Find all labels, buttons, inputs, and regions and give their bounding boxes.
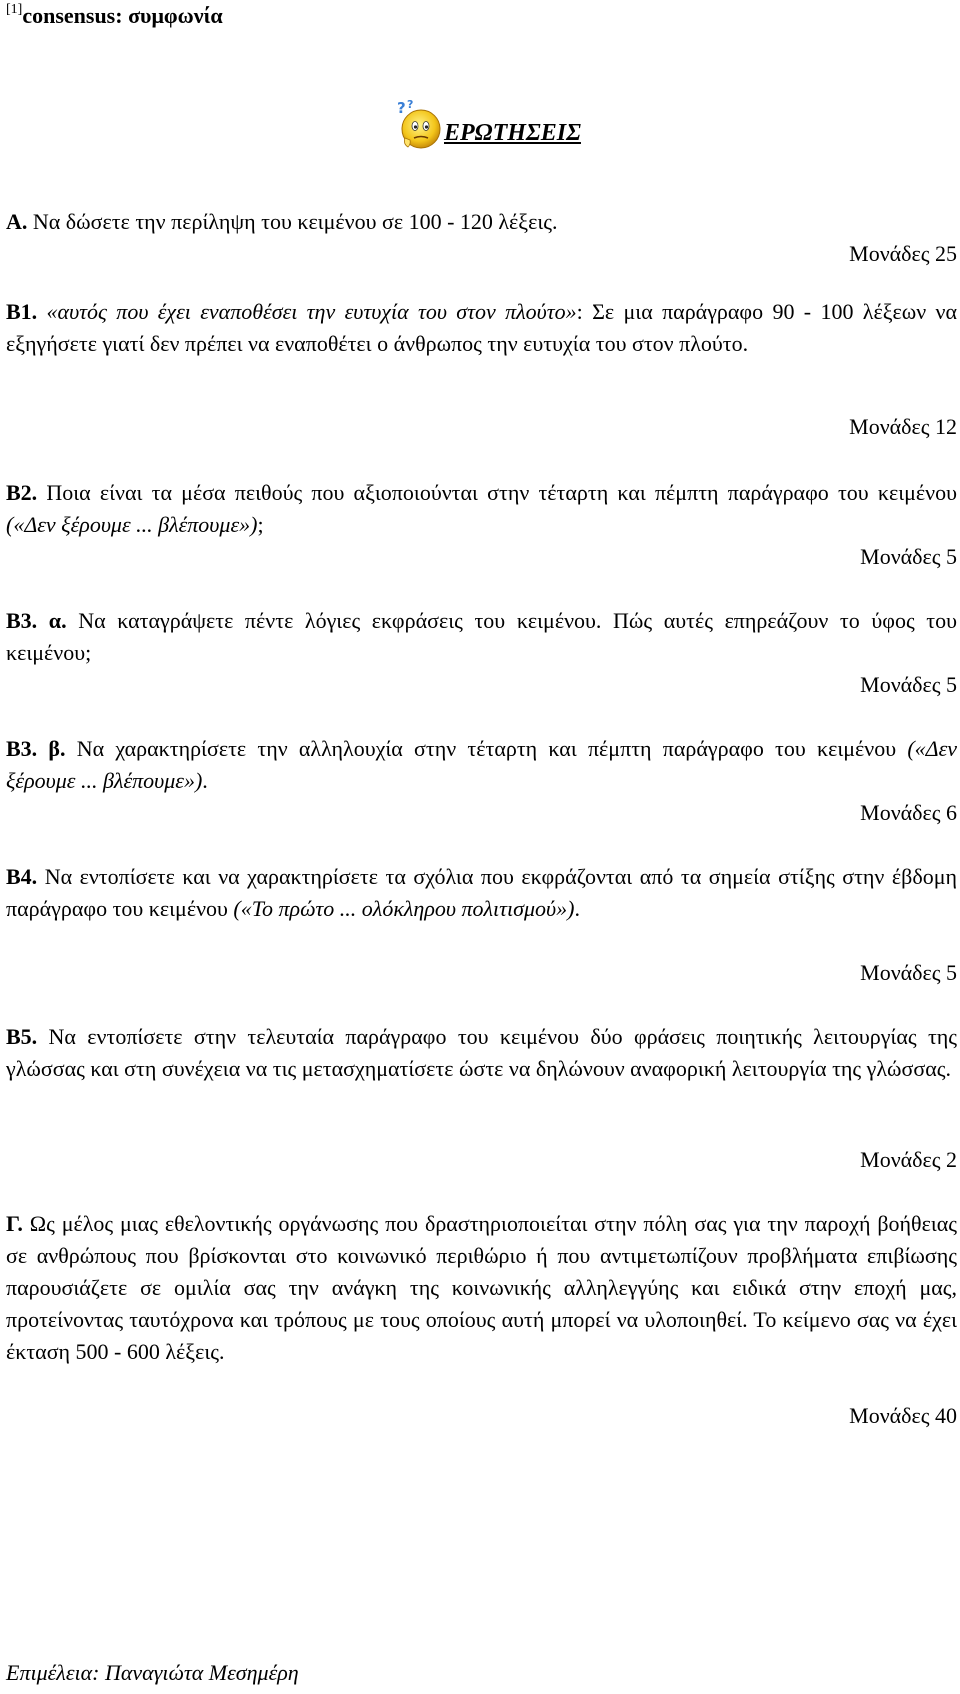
marks-b1: Μονάδες 12 (849, 414, 957, 439)
question-b5 (6, 1021, 957, 1085)
footnote-text: consensus: συμφωνία (22, 3, 223, 28)
question-label: Β4. (6, 864, 38, 889)
svg-text:?: ? (407, 98, 414, 111)
question-label: Β3. β. (6, 736, 66, 761)
marks-c: Μονάδες 40 (849, 1403, 957, 1428)
question-tail: . (574, 896, 580, 921)
question-emoji-icon (394, 98, 446, 156)
question-label: Β5. (6, 1024, 38, 1049)
question-b4 (6, 861, 957, 925)
question-c (6, 1208, 957, 1368)
document-page (6, 0, 957, 1694)
marks-b5: Μονάδες 2 (860, 1147, 957, 1172)
question-text: Να καταγράψετε πέντε λόγιες εκφράσεις του κειμένου. Πώς αυτές επηρεάζουν το ύφος του κειμένου; (6, 608, 958, 665)
marks-a: Μονάδες 25 (849, 241, 957, 266)
question-quote: («Δεν ξέρουμε ... βλέπουμε») (6, 736, 958, 793)
question-quote: «αυτός που έχει εναποθέσει την ευτυχία του στον πλούτο» (37, 299, 577, 324)
question-b3a (6, 605, 957, 669)
question-text: Ποια είναι τα μέσα πειθούς που αξιοποιούνται στην τέταρτη και πέμπτη παράγραφο του κειμένου (37, 480, 957, 505)
marks-b3b: Μονάδες 6 (860, 800, 957, 825)
question-quote: («Δεν ξέρουμε ... βλέπουμε») (6, 512, 258, 537)
question-a (6, 206, 957, 238)
question-b3b (6, 733, 957, 797)
heading-title: ΕΡΩΤΗΣΕΙΣ (444, 120, 581, 146)
question-label: Β2. (6, 480, 38, 505)
footnote-number: [1] (6, 2, 23, 17)
question-text: Να χαρακτηρίσετε την αλληλουχία στην τέταρτη και πέμπτη παράγραφο του κειμένου (65, 736, 908, 761)
question-text: Να δώσετε την περίληψη του κειμένου σε 100 - 120 λέξεις. (27, 209, 558, 234)
question-quote: («Το πρώτο ... ολόκληρου πολιτισμού») (233, 896, 575, 921)
question-b1 (6, 296, 957, 360)
svg-text:?: ? (397, 99, 406, 117)
question-label: Γ. (6, 1211, 23, 1236)
question-label: Α. (6, 209, 28, 234)
question-label: Β1. (6, 299, 38, 324)
marks-b4: Μονάδες 5 (860, 960, 957, 985)
question-text: Ως μέλος μιας εθελοντικής οργάνωσης που δραστηριοποιείται στην πόλη σας για την παροχή βοήθειας σε ανθρώπους που βρίσκονται στο κοινωνικό περιθώριο ή που αντιμετωπίζουν προβλήματα επιβίωσης παρουσιάζετε σε ομιλία σας την ανάγκη της κοινωνικής αλληλεγγύης και ειδικά στην εποχή μας, προτείνοντας ταυτόχρονα και τρόπους με τους οποίους αυτή μπορεί να υλοποιηθεί. Το κείμενο σας να έχει έκταση 500 - 600 λέξεις. (6, 1211, 957, 1364)
footnote (6, 2, 223, 29)
question-tail: . (202, 768, 208, 793)
marks-b3a: Μονάδες 5 (860, 672, 957, 697)
question-text: : Σε μια παράγραφο 90 - 100 λέξεων να εξηγήσετε γιατί δεν πρέπει να εναποθέτει ο άνθρωπος την ευτυχία του στον πλούτο. (6, 299, 957, 356)
question-tail: ; (257, 512, 264, 537)
marks-b2: Μονάδες 5 (860, 544, 957, 569)
question-b2 (6, 477, 957, 541)
footer-credit: Επιμέλεια: Παναγιώτα Μεσημέρη (6, 1660, 299, 1685)
question-text: Να εντοπίσετε στην τελευταία παράγραφο του κειμένου δύο φράσεις ποιητικής λειτουργίας της γλώσσας και στη συνέχεια να τις μετασχηματίσετε ώστε να δηλώνουν αναφορική λειτουργία της γλώσσας. (6, 1024, 957, 1081)
question-label: Β3. α. (6, 608, 67, 633)
question-text: Να εντοπίσετε και να χαρακτηρίσετε τα σχόλια που εκφράζονται από τα σημεία στίξης στην έβδομη παράγραφο του κειμένου (6, 864, 957, 921)
